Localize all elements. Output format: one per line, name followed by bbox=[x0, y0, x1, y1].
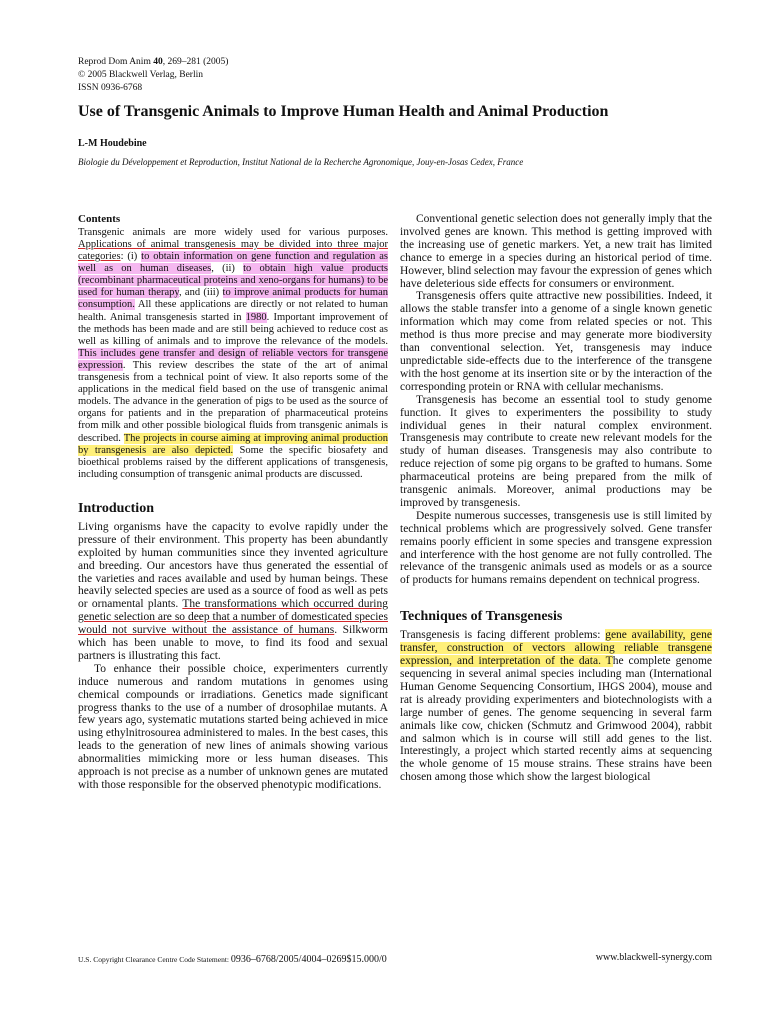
footer-copyright-statement bbox=[78, 954, 387, 965]
contents-heading: Contents bbox=[78, 213, 121, 225]
abstract-span: , (ii) bbox=[211, 263, 244, 275]
right-column bbox=[400, 213, 712, 784]
footer-code: 0936–6768/2005/4004–0269$15.000/0 bbox=[230, 954, 387, 965]
abstract-span: , and (iii) bbox=[178, 287, 223, 299]
footer-statement: U.S. Copyright Clearance Centre Code Statement: bbox=[78, 955, 231, 964]
intro-span: Living organisms have the capacity to evolve rapidly under the pressure of their environment. This property has been abundantly exploited by human communities since they invented agriculture and breeding. Our ancestors have thus generated the essential of the varieties and races available and used by human beings. These heavily selected species are used as a source of food as well as pets or ornamental plants. bbox=[78, 520, 388, 611]
abstract-span: . Important improvement of the methods has been made and are still being achieved to reduce cost as well as killing of animals and to improve the relevance of the models. bbox=[78, 311, 389, 347]
abstract-highlight: to obtain information on gene function and regulation as well as on human diseases bbox=[78, 251, 388, 275]
abstract-span: All these applications are directly or not related to human health. Animal transgenesis started in bbox=[78, 299, 388, 323]
techniques-span: Transgenesis is facing different problems: bbox=[400, 629, 606, 642]
intro-underlined: The transformations which occurred during genetic selection are so deep that a number of domesticated species would not survive without the assistance of humans bbox=[78, 598, 388, 637]
journal-pages: , 269–281 (2005) bbox=[162, 57, 229, 67]
journal-meta bbox=[78, 56, 228, 95]
abstract-highlight-yellow: The projects in course aiming at improving animal production by transgenesis are also depicted. bbox=[78, 432, 389, 456]
footer-url: www.blackwell-synergy.com bbox=[595, 952, 712, 963]
right-paragraph-3: Transgenesis has become an essential tool to study genome function. It gives to experimenters the possibility to study individual genes in their natural complex environment. Transgenesis may contribute to create new relevant models for the study of human diseases. Transgenesis may also contribute to reduce rejection of some pig organs to be grafted to humans. Some pharmaceutical proteins are being prepared from the milk of transgenic animals. Moreover, animal productions may be improved by transgenesis. bbox=[400, 393, 712, 509]
contents-section bbox=[78, 213, 388, 481]
abstract-highlight: to obtain high value products (recombinant pharmaceutical proteins and xeno-organs for humans) to be used for human therapy bbox=[78, 263, 389, 299]
abstract-span: Transgenic animals are more widely used for various purposes. bbox=[78, 226, 388, 238]
affiliation: Biologie du Développement et Reproduction, Institut National de la Recherche Agronomique, Jouy-en-Josas Cedex, France bbox=[78, 157, 524, 167]
right-paragraph-2: Transgenesis offers quite attractive new possibilities. Indeed, it allows the stable transfer into a genome of a single known genetic information which may come from related species or not. This method is thus more precise and may generate more biodiversity than conventional selection. Yet, transgenesis may induce unpredictable side-effects due to the interference of the transgene with the host genome at its insertion site or by the interaction of the corresponding protein or RNA with cellular mechanisms. bbox=[400, 290, 712, 393]
abstract-underlined: Applications of animal transgenesis may be divided into three major categories bbox=[78, 239, 388, 263]
journal-name: Reprod Dom Anim bbox=[78, 57, 151, 67]
right-paragraph-1: Conventional genetic selection does not generally imply that the involved genes are known. This method is getting improved with the increasing use of genetic markers. Yet, a new trait has limited chance to emerge in a species during an historical period of time. However, blind selection may favour the expression of genes which have deleterious side effects for consumers or environment. bbox=[400, 213, 712, 290]
issn: ISSN 0936-6768 bbox=[78, 83, 143, 93]
abstract-text bbox=[78, 227, 388, 481]
left-column bbox=[78, 213, 388, 792]
techniques-heading: Techniques of Transgenesis bbox=[400, 609, 563, 625]
abstract-highlight: 1980 bbox=[245, 311, 267, 323]
techniques-span: he complete genome sequencing in several animal species including man (International Human Genome Sequencing Consortium, IHGS 2004), mouse and rat is already providing experimenters and biotechnologists with a large number of genes. The genome sequencing in several farm animals like cow, chicken (Schmutz and Grimwood 2004), rabbit and salmon which is in course will still add genes to the list. Interestingly, a project which started recently aims at sequencing the whole genome of 15 mouse strains. These strains have been chosen among those which show the largest biological bbox=[400, 655, 712, 784]
abstract-highlight: to improve animal products for human consumption. bbox=[78, 287, 389, 311]
abstract-span: Some the specific biosafety and bioethical problems raised by the different applications of transgenesis, including consumption of transgenic animal products are discussed. bbox=[78, 444, 388, 480]
author: L-M Houdebine bbox=[78, 138, 147, 149]
abstract-span: : (i) bbox=[120, 251, 142, 263]
techniques-paragraph bbox=[400, 629, 712, 784]
abstract-span: . This review describes the state of the art of animal transgenesis from a technical point of view. It also reports some of the applications in the medical field based on the use of transgenic animal models. The advance in the generation of pigs to be used as the source of organs for patients and in the preparation of pharmaceutical proteins from milk and other possible biological fluids from transgenic animals is described. bbox=[78, 359, 388, 444]
journal-volume: 40 bbox=[153, 57, 163, 67]
right-paragraph-4: Despite numerous successes, transgenesis use is still limited by technical problems which are progressively solved. Gene transfer remains poorly efficient in some species and transgene expression and interference with the host genome are not fully controlled. The relevance of the transgenic animals used as models or as a source of products for humans remains dependent on technical progress. bbox=[400, 509, 712, 587]
intro-span: . Silkworm which has been unable to move, to find its food and sexual partners is illustrating this fact. bbox=[78, 624, 388, 662]
article-title: Use of Transgenic Animals to Improve Human Health and Animal Production bbox=[78, 103, 609, 120]
introduction-heading: Introduction bbox=[78, 500, 154, 516]
intro-paragraph-2: To enhance their possible choice, experimenters currently induce numerous and random mutations in genomes using chemical compounds or irradiations. Genetics made significant progress thanks to the use of a number of drosophilae mutants. A few years ago, systematic mutations started being achieved in mice using ethylnitrosourea administered to males. In the best cases, this leads to the generation of new lines of animals showing various abnormalities mimicking more or less human diseases. This approach is not precise as a number of unknown genes are mutated with those responsible for the observed phenotypic modifications. bbox=[78, 662, 388, 791]
abstract-highlight: This includes gene transfer and design of reliable vectors for transgene expression bbox=[78, 347, 388, 371]
copyright: © 2005 Blackwell Verlag, Berlin bbox=[78, 70, 203, 80]
techniques-highlight: gene availability, gene transfer, construction of vectors allowing reliable transgene expression, and interpretation of the data. T bbox=[400, 629, 712, 668]
intro-paragraph-1 bbox=[78, 521, 388, 663]
